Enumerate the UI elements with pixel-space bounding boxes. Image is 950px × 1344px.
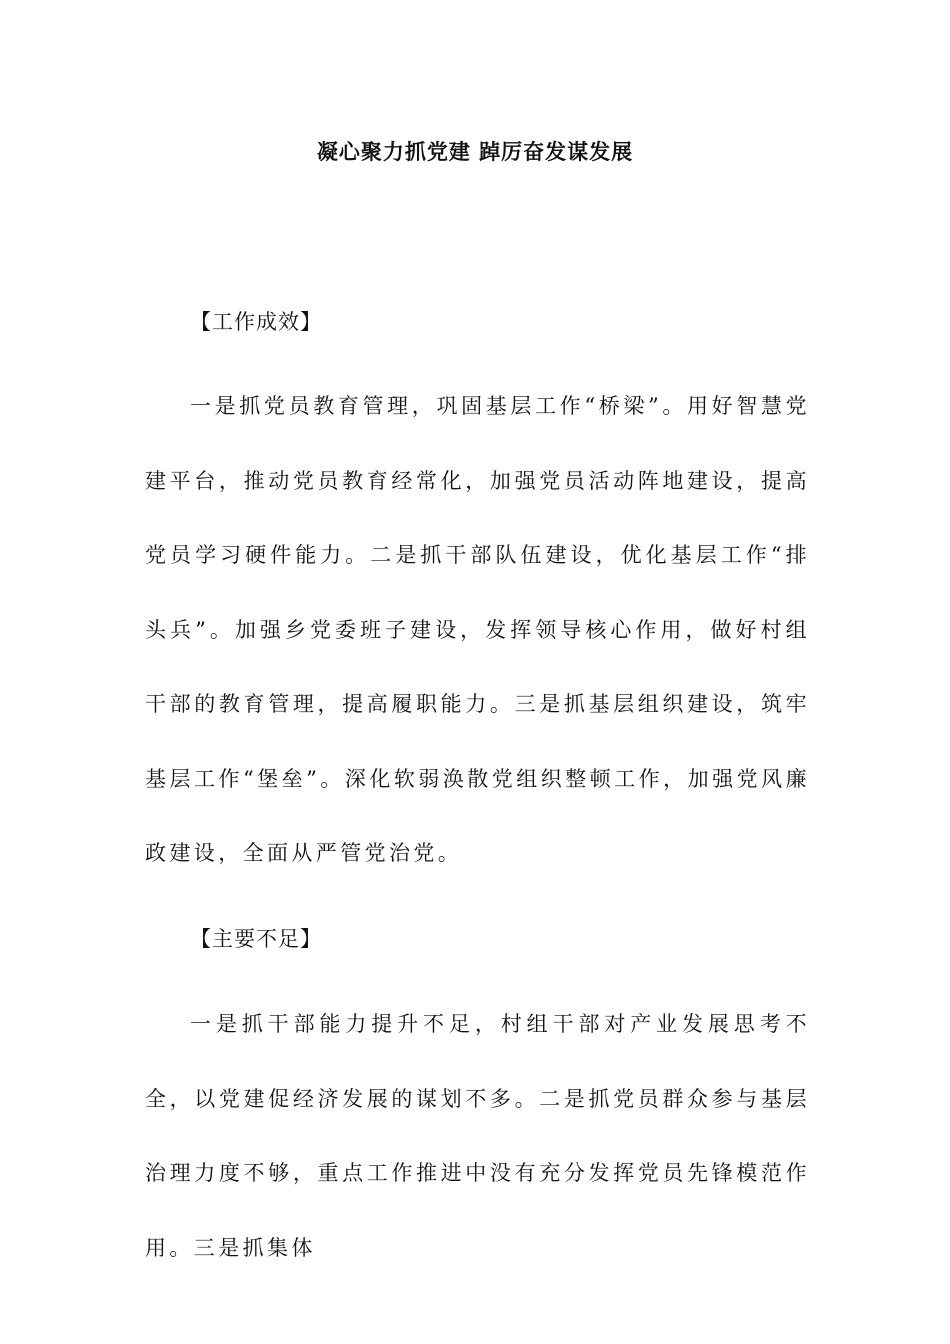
section-paragraph-shortcomings: 一是抓干部能力提升不足，村组干部对产业发展思考不全，以党建促经济发展的谋划不多。二是抓党员群众参与基层治理力度不够，重点工作推进中没有充分发挥党员先锋模范作用。三是抓集体 [145, 1012, 810, 1260]
section-paragraph-achievements: 一是抓党员教育管理，巩固基层工作“桥梁”。用好智慧党建平台，推动党员教育经常化，加强党员活动阵地建设，提高党员学习硬件能力。二是抓干部队伍建设，优化基层工作“排头兵”。加强乡党委班子建设，发挥领导核心作用，做好村组干部的教育管理，提高履职能力。三是抓基层组织建设，筑牢基层工作“堡垒”。深化软弱涣散党组织整顿工作，加强党风廉政建设，全面从严管党治党。 [145, 394, 810, 865]
document-title: 凝心聚力抓党建 踔厉奋发谋发展 [316, 140, 634, 164]
section-heading-achievements: 【工作成效】 [190, 310, 322, 334]
section-heading-shortcomings: 【主要不足】 [190, 927, 322, 951]
